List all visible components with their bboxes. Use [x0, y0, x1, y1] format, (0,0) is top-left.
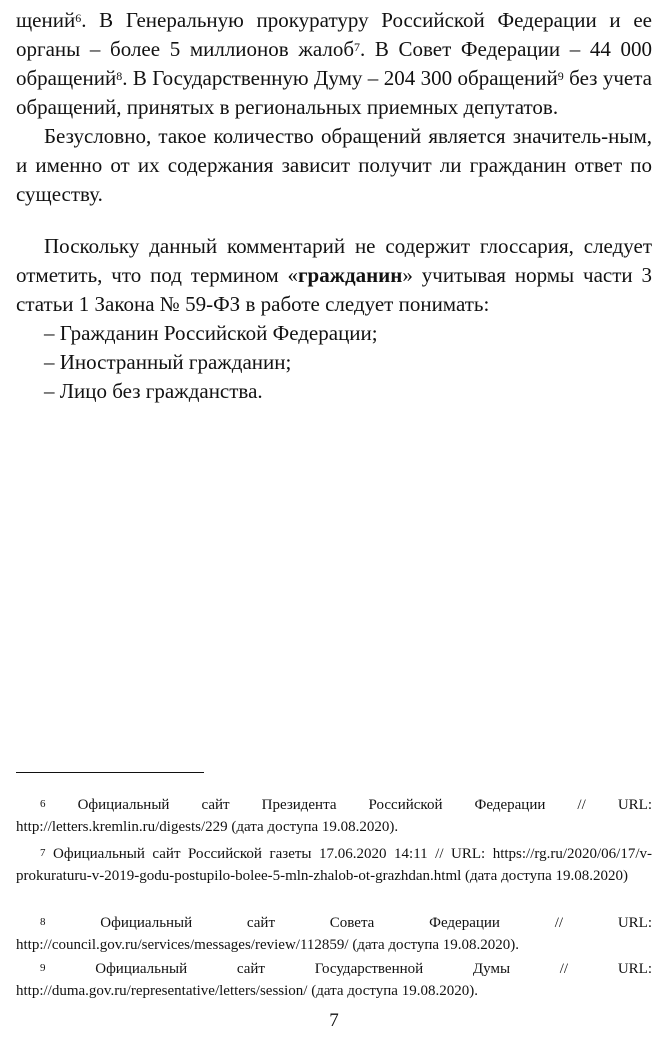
- footnote-6: [16, 794, 652, 838]
- paragraph-appeals-statistics: [16, 6, 652, 122]
- footnote-7: [16, 843, 652, 887]
- text-run: Поскольку данный комментарий не содержит глоссария, следует отметить, что под термином «: [16, 234, 652, 287]
- page-number: 7: [329, 1010, 339, 1031]
- footnote-number: 6: [40, 798, 46, 810]
- list-item: – Гражданин Российской Федерации;: [44, 321, 378, 345]
- footnote-text: Официальный сайт Государственной Думы // URL: http://duma.gov.ru/representative/letters/session/ (дата доступа 19.08.2020).: [16, 961, 652, 999]
- footnote-number: 9: [40, 962, 46, 974]
- footnote-number: 8: [40, 916, 46, 928]
- term-bold: гражданин: [298, 263, 403, 287]
- footnote-ref-6[interactable]: 6: [75, 11, 82, 25]
- text-run: . В Государственную Думу – 204 300 обращений: [122, 66, 558, 90]
- footnote-text: Официальный сайт Российской газеты 17.06.2020 14:11 // URL: https://rg.ru/2020/06/17/v-prokuraturu-v-2019-godu-postupilo-bolee-5-mln-zhalob-ot-grazhdan.html (дата доступа 19.08.2020): [16, 846, 653, 884]
- paragraph-citizen-definition: [16, 232, 652, 319]
- footnote-9: [16, 958, 652, 1002]
- footnote-text: Официальный сайт Президента Российской Федерации // URL: http://letters.kremlin.ru/digests/229 (дата доступа 19.08.2020).: [16, 797, 652, 835]
- footnote-separator: [16, 772, 204, 773]
- text-run: . В Совет Федерации – 44 000 обращений: [16, 37, 652, 90]
- text-run: щений: [16, 8, 76, 32]
- list-item: – Иностранный гражданин;: [44, 350, 292, 374]
- footnote-text: Официальный сайт Совета Федерации // URL: http://council.gov.ru/services/messages/review/112859/ (дата доступа 19.08.2020).: [16, 915, 653, 953]
- text-run: без учета обращений, принятых в региональных приемных депутатов.: [16, 66, 652, 119]
- list-item: – Лицо без гражданства.: [44, 379, 263, 403]
- footnote-8: [16, 912, 652, 956]
- footnote-ref-8[interactable]: 8: [116, 69, 123, 83]
- footnote-number: 7: [40, 847, 46, 859]
- paragraph-significance: Безусловно, такое количество обращений является значитель-ным, и именно от их содержания зависит получит ли гражданин ответ по существу.: [16, 124, 652, 206]
- text-run: » учитывая нормы части 3 статьи 1 Закона № 59-ФЗ в работе следует понимать:: [16, 263, 652, 316]
- footnote-ref-9[interactable]: 9: [557, 69, 564, 83]
- footnote-ref-7[interactable]: 7: [354, 40, 360, 54]
- text-run: . В Генеральную прокуратуру Российской Федерации и ее органы – более 5 миллионов жалоб: [16, 8, 652, 61]
